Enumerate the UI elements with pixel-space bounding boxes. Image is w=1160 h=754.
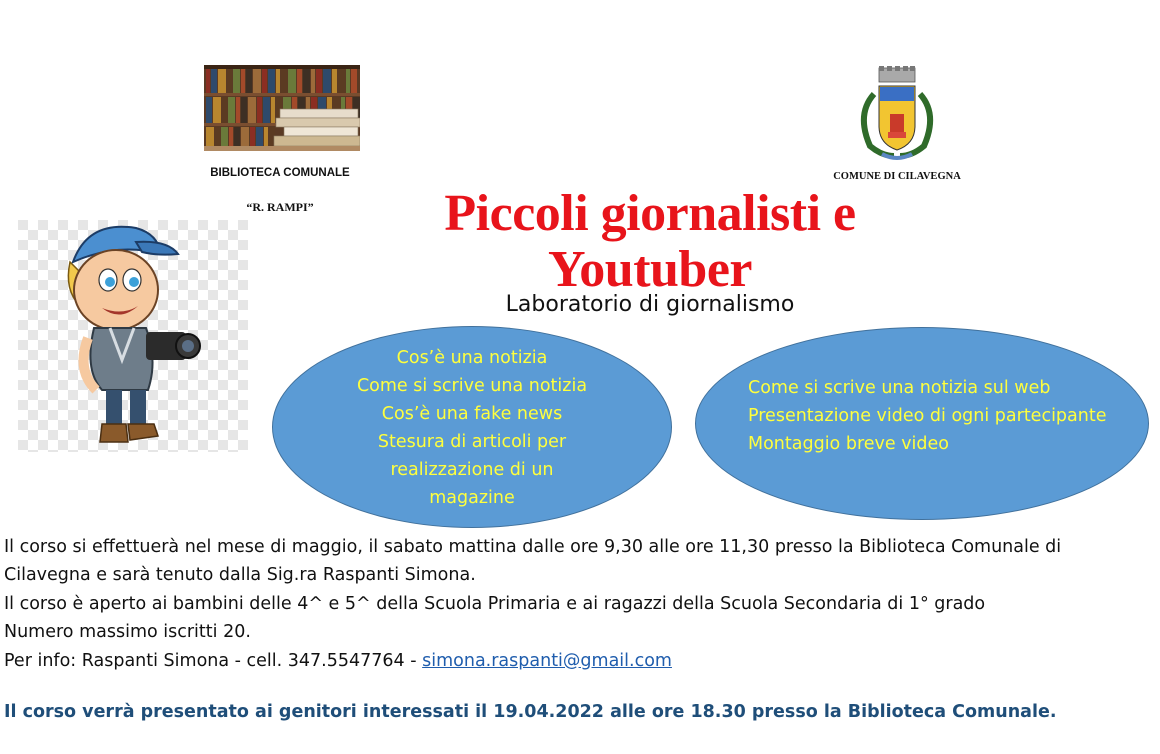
comune-name: COMUNE DI CILAVEGNA [833,171,961,182]
topic-item: Stesura di articoli per [377,432,567,452]
details-line: Numero massimo iscritti 20. [4,622,251,643]
comune-crest-image [852,64,942,164]
details-line: Il corso è aperto ai bambini delle 4^ e 5^ della Scuola Primaria e ai ragazzi della Scuola Secondaria di 1° grado [4,593,986,614]
page-title [330,186,970,298]
library-subname: “R. RAMPI” [246,200,314,214]
contact-info: Per info: Raspanti Simona - cell. 347.5547764 - [4,650,423,671]
contact-line [4,647,1154,675]
topics-list-left [272,344,672,512]
topic-item: Come si scrive una notizia [356,376,588,396]
topic-item: magazine [429,488,515,508]
details-line: Il corso si effettuerà nel mese di maggio, il sabato mattina dalle ore 9,30 alle ore 11,30 presso la Biblioteca Comunale di [4,537,1062,557]
topic-item: Presentazione video di ogni partecipante [748,406,1107,426]
topic-item: Cos’è una fake news [381,404,563,424]
topic-item: Come si scrive una notizia sul web [748,378,1051,398]
course-details [4,533,1154,675]
topics-list-right [748,374,1158,458]
topic-item: Cos’è una notizia [396,348,548,368]
page-subtitle: Laboratorio di giornalismo [505,292,795,317]
title-line-1: Piccoli giornalisti e [444,185,856,242]
library-bookshelf-image [204,65,360,151]
topic-item: realizzazione di un [390,460,554,480]
email-link[interactable]: simona.raspanti@gmail.com [422,650,672,671]
details-line: Cilavegna e sarà tenuto dalla Sig.ra Raspanti Simona. [4,565,476,586]
presentation-note: Il corso verrà presentato ai genitori interessati il 19.04.2022 alle ore 18.30 presso la Biblioteca Comunale. [4,702,1057,722]
boy-with-camera-illustration [18,220,248,452]
topic-item: Montaggio breve video [748,434,950,454]
title-line-2: Youtuber [547,241,753,298]
library-name: BIBLIOTECA COMUNALE [210,167,350,179]
